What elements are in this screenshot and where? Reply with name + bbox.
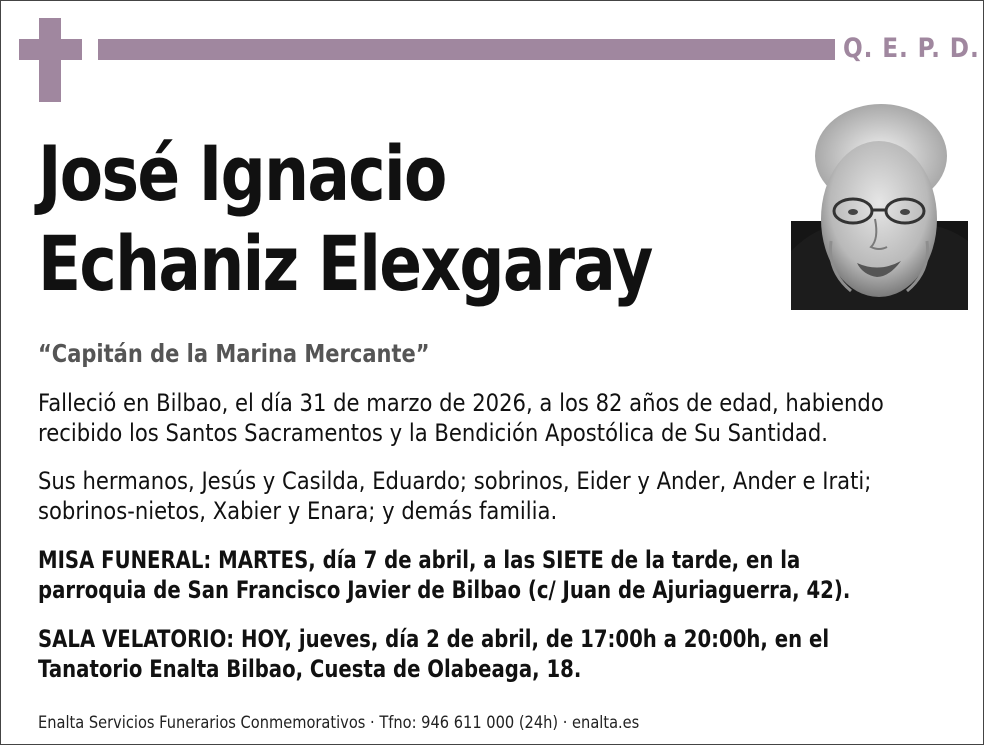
- cross-icon-bar: [19, 39, 82, 60]
- name-line-2: Echaniz Elexgaray: [38, 219, 652, 308]
- cross-icon: [39, 18, 61, 102]
- death-line-1: Falleció en Bilbao, el día 31 de marzo de 2026, a los 82 años de edad, habiendo: [38, 389, 884, 417]
- header-rule: [98, 39, 835, 60]
- name-line-1: José Ignacio: [38, 129, 446, 218]
- family-line-2: sobrinos-nietos, Xabier y Enara; y demás familia.: [38, 497, 558, 525]
- qepd-label: Q. E. P. D.: [843, 33, 980, 64]
- funeral-mass-info: [38, 545, 850, 605]
- portrait-photo: [791, 101, 968, 310]
- wake-line-1: SALA VELATORIO: HOY, jueves, día 2 de abril, de 17:00h a 20:00h, en el: [38, 625, 830, 653]
- funeral-home-footer: Enalta Servicios Funerarios Conmemorativos · Tfno: 946 611 000 (24h) · enalta.es: [38, 713, 640, 733]
- funeral-line-2: parroquia de San Francisco Javier de Bilbao (c/ Juan de Ajuriaguerra, 42).: [38, 576, 851, 604]
- portrait-image: [791, 101, 968, 310]
- funeral-line-1: MISA FUNERAL: MARTES, día 7 de abril, a las SIETE de la tarde, en la: [38, 546, 801, 574]
- death-line-2: recibido los Santos Sacramentos y la Bendición Apostólica de Su Santidad.: [38, 419, 828, 447]
- deceased-name: [38, 129, 652, 309]
- wake-line-2: Tanatorio Enalta Bilbao, Cuesta de Olabeaga, 18.: [38, 655, 582, 683]
- family-line-1: Sus hermanos, Jesús y Casilda, Eduardo; sobrinos, Eider y Ander, Ander e Irati;: [38, 467, 872, 495]
- occupation-subtitle: “Capitán de la Marina Mercante”: [38, 339, 430, 368]
- death-announcement: [38, 388, 884, 448]
- family-mourners: [38, 466, 871, 526]
- wake-room-info: [38, 624, 829, 684]
